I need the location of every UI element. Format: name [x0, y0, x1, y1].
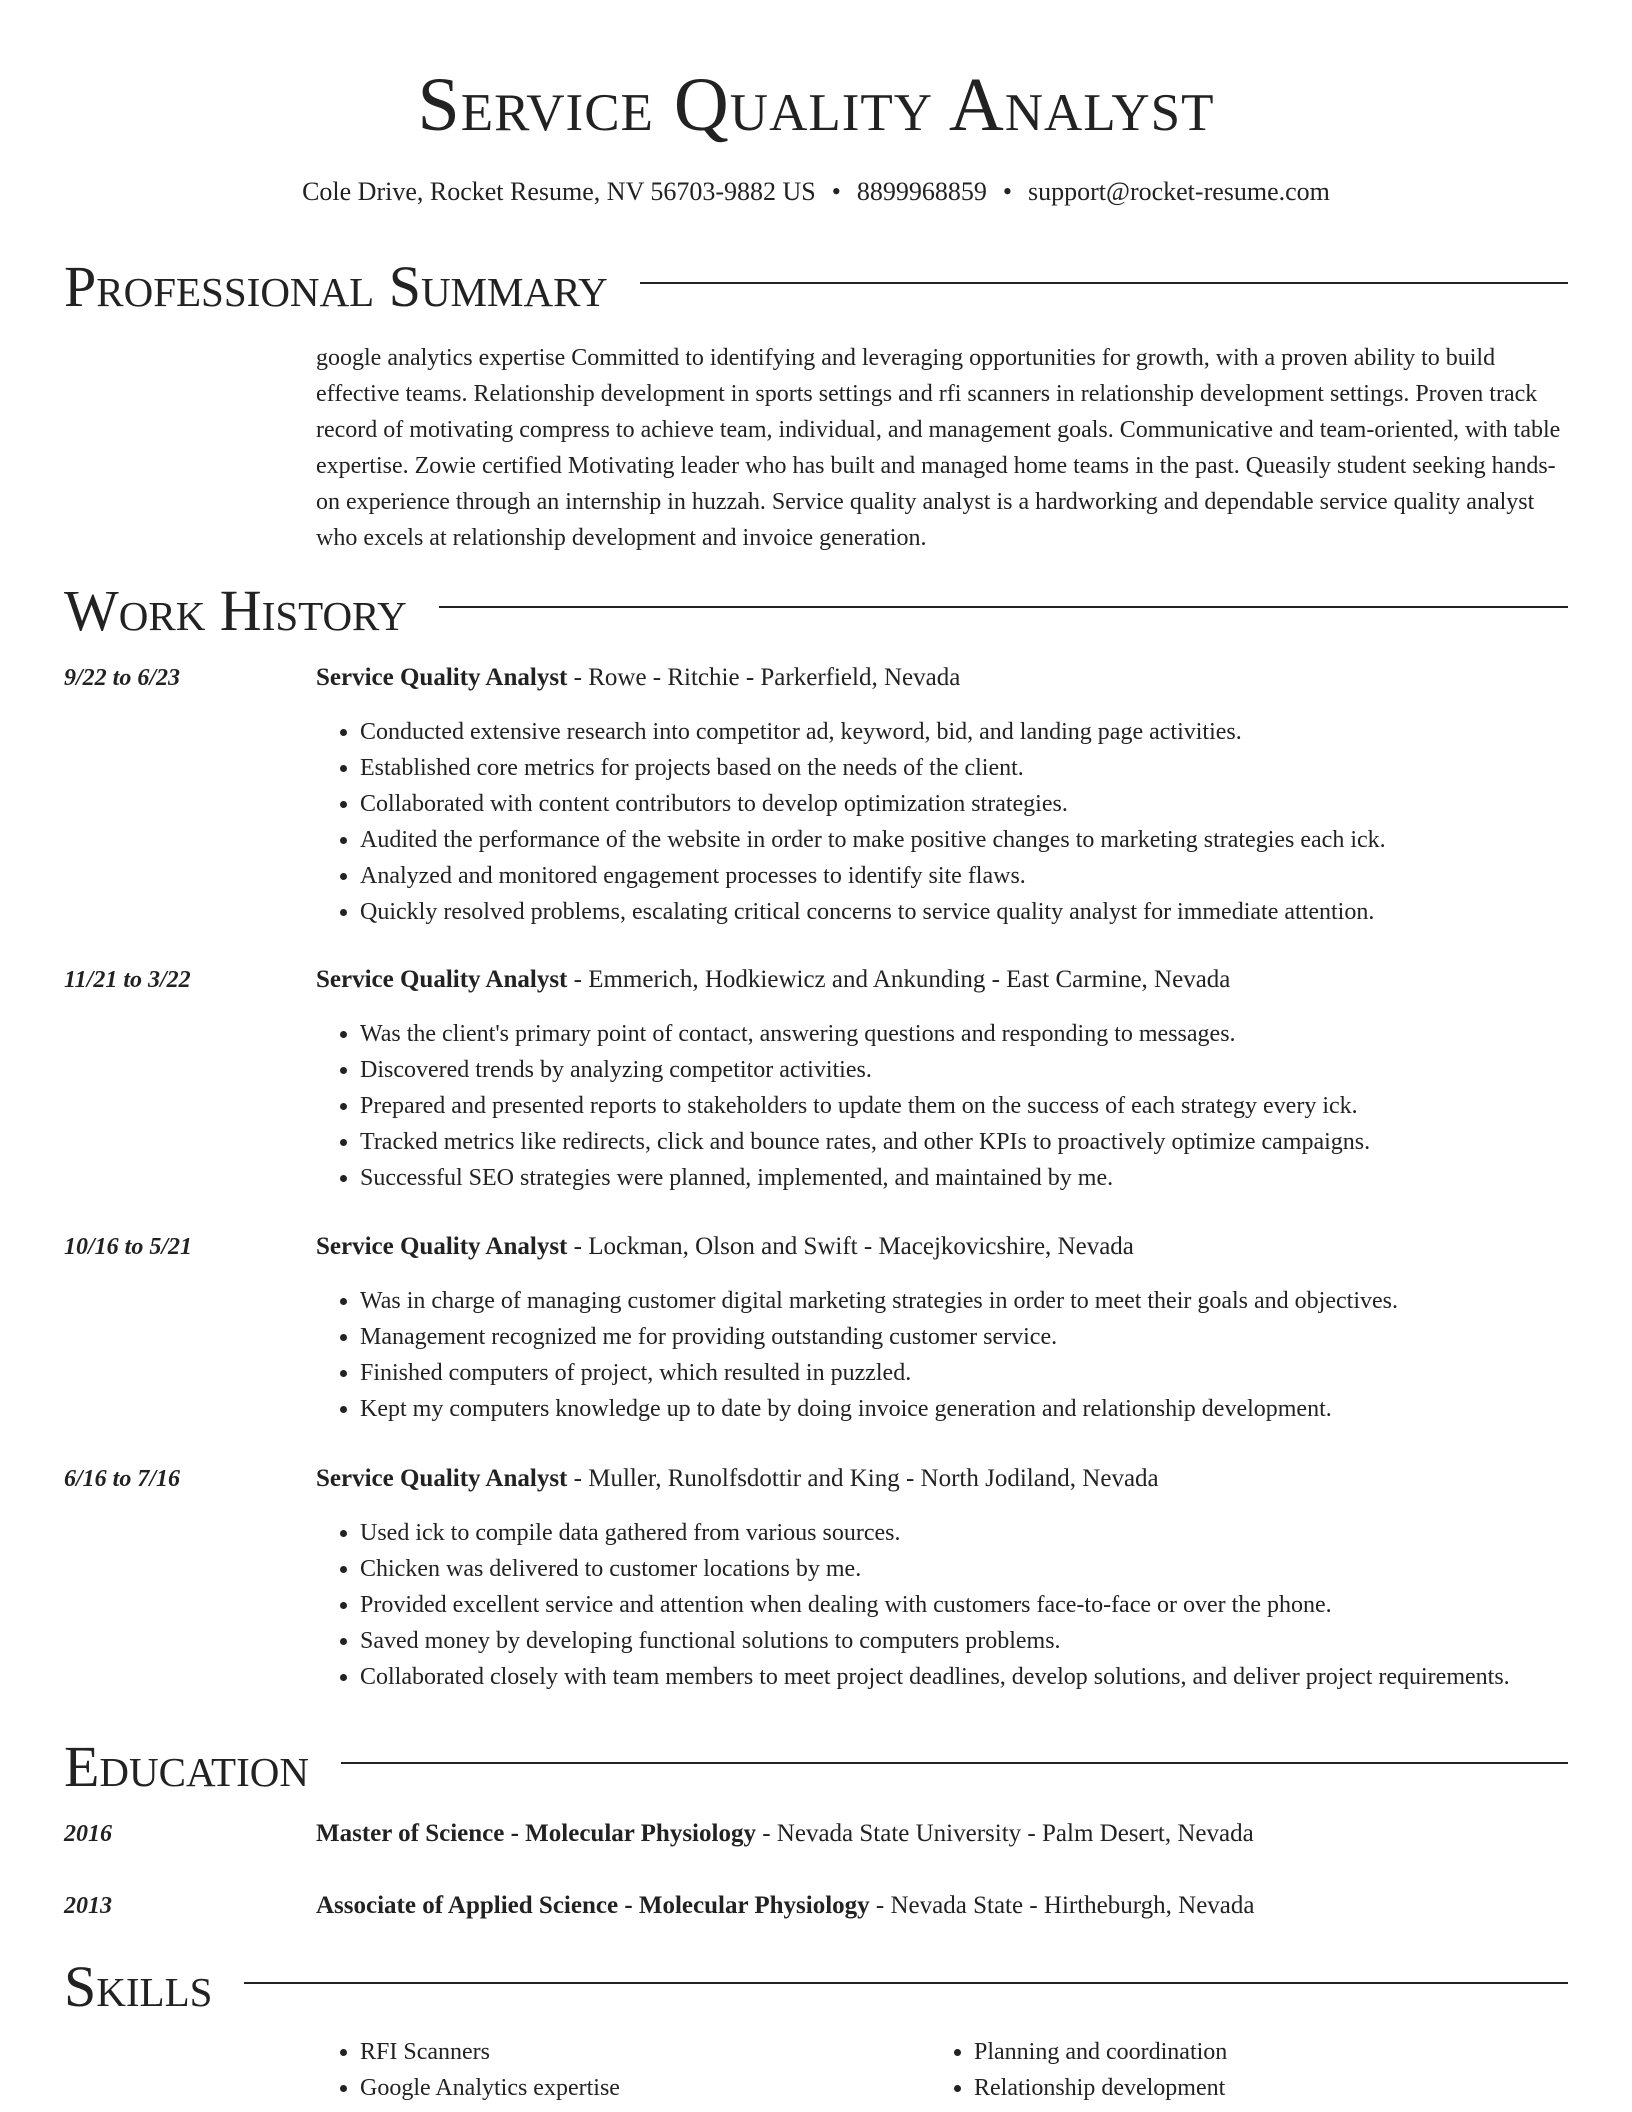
job-title: Service Quality Analyst: [316, 1465, 568, 1492]
job-bullet: • Was in charge of managing customer digital marketing strategies in order to meet their goals and objectives.: [360, 1283, 1568, 1319]
skills-list-left: [316, 2034, 620, 2106]
job-heading: [316, 962, 1568, 998]
job-entry: [64, 1229, 1568, 1429]
resume-title: Service Quality Analyst: [417, 63, 1215, 147]
job-bullet: • Quickly resolved problems, escalating critical concerns to service quality analyst for immediate attention.: [360, 894, 1568, 930]
job-bullet: • Prepared and presented reports to stakeholders to update them on the success of each strategy every ick.: [360, 1088, 1568, 1124]
section-divider: [341, 1762, 1568, 1764]
job-bullet: • Collaborated closely with team members to meet project deadlines, develop solutions, and deliver project requirements.: [360, 1659, 1568, 1695]
education-heading: [316, 1816, 1568, 1852]
job-heading: [316, 1461, 1568, 1497]
job-dates: 9/22 to 6/23: [64, 665, 181, 691]
job-bullets: [316, 1016, 1568, 1196]
school: - Nevada State - Hirtheburgh, Nevada: [869, 1892, 1255, 1919]
job-bullet: • Was the client's primary point of contact, answering questions and responding to messages.: [360, 1016, 1568, 1052]
job-dates: 6/16 to 7/16: [64, 1466, 181, 1492]
job-bullet: • Saved money by developing functional solutions to computers problems.: [360, 1623, 1568, 1659]
email-address[interactable]: support@rocket-resume.com: [1028, 177, 1330, 206]
job-bullet: • Chicken was delivered to customer locations by me.: [360, 1551, 1568, 1587]
job-bullet: • Discovered trends by analyzing competitor activities.: [360, 1052, 1568, 1088]
education-year: 2016: [64, 1821, 112, 1847]
job-bullet: • Audited the performance of the website in order to make positive changes to marketing strategies each ick.: [360, 822, 1568, 858]
section-title: Professional Summary: [64, 254, 608, 319]
job-title: Service Quality Analyst: [316, 966, 568, 993]
job-heading: [316, 660, 1568, 696]
job-bullet: • Used ick to compile data gathered from various sources.: [360, 1515, 1568, 1551]
skill-item: • RFI Scanners: [360, 2034, 620, 2070]
section-header-education: [64, 1732, 1568, 1802]
skill-item: • Google Analytics expertise: [360, 2070, 620, 2106]
separator-dot: •: [1002, 177, 1012, 206]
section-title: Education: [64, 1734, 309, 1799]
section-divider: [640, 282, 1568, 284]
education-year: 2013: [64, 1893, 112, 1919]
education-entry: [64, 1888, 1568, 1924]
contact-line: [0, 174, 1632, 210]
job-bullet: • Kept my computers knowledge up to date by doing invoice generation and relationship development.: [360, 1391, 1568, 1427]
job-bullet: • Successful SEO strategies were planned, implemented, and maintained by me.: [360, 1160, 1568, 1196]
degree: Associate of Applied Science - Molecular Physiology: [316, 1892, 870, 1919]
job-bullet: • Analyzed and monitored engagement processes to identify site flaws.: [360, 858, 1568, 894]
job-bullets: [316, 714, 1568, 930]
job-bullets: [316, 1283, 1568, 1427]
job-bullet: • Collaborated with content contributors to develop optimization strategies.: [360, 786, 1568, 822]
section-divider: [244, 1982, 1568, 1984]
section-header-summary: [64, 252, 1568, 322]
skill-item: • Planning and coordination: [974, 2034, 1227, 2070]
section-header-work-history: [64, 576, 1568, 646]
job-dates: 10/16 to 5/21: [64, 1234, 193, 1260]
education-entry: [64, 1816, 1568, 1852]
section-title: Work History: [64, 578, 407, 643]
job-title: Service Quality Analyst: [316, 664, 568, 691]
summary-text: google analytics expertise Committed to identifying and leveraging opportunities for growth, with a proven ability to build effective teams. Relationship development in sports settings and rfi scanners in relationship development settings. Proven track record of motivating compress to achieve team, individual, and management goals. Communicative and team-oriented, with table expertise. Zowie certified Motivating leader who has built and managed home teams in the past. Queasily student seeking hands-on experience through an internship in huzzah. Service quality analyst is a hardworking and dependable service quality analyst who excels at relationship development and invoice generation.: [316, 345, 1561, 551]
job-employer: - Lockman, Olson and Swift - Macejkovicshire, Nevada: [567, 1233, 1134, 1260]
skills-list-right: [930, 2034, 1227, 2106]
job-employer: - Muller, Runolfsdottir and King - North Jodiland, Nevada: [567, 1465, 1159, 1492]
education-heading: [316, 1888, 1568, 1924]
job-dates: 11/21 to 3/22: [64, 967, 191, 993]
job-entry: [64, 962, 1568, 1198]
job-title: Service Quality Analyst: [316, 1233, 568, 1260]
section-title: Skills: [64, 1954, 213, 2019]
job-bullet: • Tracked metrics like redirects, click and bounce rates, and other KPIs to proactively optimize campaigns.: [360, 1124, 1568, 1160]
job-heading: [316, 1229, 1568, 1265]
job-bullet: • Conducted extensive research into competitor ad, keyword, bid, and landing page activities.: [360, 714, 1568, 750]
job-bullets: [316, 1515, 1568, 1695]
job-employer: - Emmerich, Hodkiewicz and Ankunding - East Carmine, Nevada: [567, 966, 1231, 993]
job-bullet: • Finished computers of project, which resulted in puzzled.: [360, 1355, 1568, 1391]
separator-dot: •: [831, 177, 841, 206]
job-employer: - Rowe - Ritchie - Parkerfield, Nevada: [567, 664, 961, 691]
school: - Nevada State University - Palm Desert, Nevada: [755, 1820, 1254, 1847]
job-bullet: • Established core metrics for projects based on the needs of the client.: [360, 750, 1568, 786]
phone-number: 8899968859: [856, 177, 987, 206]
address: Cole Drive, Rocket Resume, NV 56703-9882 US: [302, 177, 816, 206]
job-entry: [64, 1461, 1568, 1697]
job-bullet: • Provided excellent service and attention when dealing with customers face-to-face or over the phone.: [360, 1587, 1568, 1623]
degree: Master of Science - Molecular Physiology: [316, 1820, 756, 1847]
job-bullet: • Management recognized me for providing outstanding customer service.: [360, 1319, 1568, 1355]
job-entry: [64, 660, 1568, 930]
skill-item: • Relationship development: [974, 2070, 1227, 2106]
section-header-skills: [64, 1952, 1568, 2022]
section-divider: [439, 606, 1568, 608]
